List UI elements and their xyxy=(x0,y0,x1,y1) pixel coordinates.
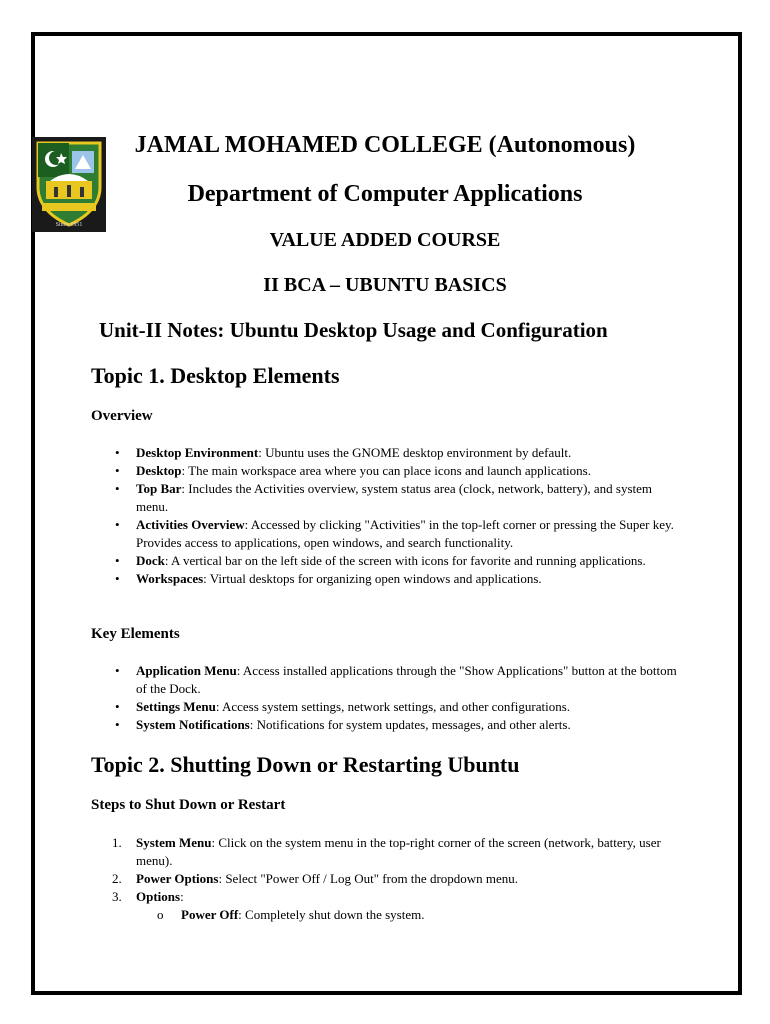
overview-list xyxy=(91,444,680,588)
list-item: 3. Options: xyxy=(112,889,184,904)
topic2-title: Topic 2. Shutting Down or Restarting Ubuntu xyxy=(91,752,520,777)
list-item: 1. System Menu: Click on the system menu in the top-right corner of the screen (network, battery, user menu). xyxy=(112,835,661,868)
college-title: JAMAL MOHAMED COLLEGE (Autonomous) xyxy=(134,132,636,158)
list-item: • Activities Overview: Accessed by clicking "Activities" in the top-left corner or pressing the Super key. Provides access to applications, open windows, and search functionality. xyxy=(91,516,680,552)
unit-title: Unit-II Notes: Ubuntu Desktop Usage and Configuration xyxy=(99,318,608,342)
steps-heading: Steps to Shut Down or Restart xyxy=(91,797,286,813)
key-elements-heading: Key Elements xyxy=(91,626,180,642)
course-name: II BCA – UBUNTU BASICS xyxy=(263,274,507,296)
list-item: • Settings Menu: Access system settings, network settings, and other configurations. xyxy=(91,698,680,716)
list-item: • Desktop: The main workspace area where you can place icons and launch applications. xyxy=(91,462,680,480)
logo-since-text: Since 1951 xyxy=(55,222,83,228)
list-item: • Application Menu: Access installed applications through the "Show Applications" button at the bottom of the Dock. xyxy=(91,662,680,698)
list-item: • Desktop Environment: Ubuntu uses the GNOME desktop environment by default. xyxy=(91,444,680,462)
department-title: Department of Computer Applications xyxy=(187,181,583,207)
sub-list-item: o Power Off: Completely shut down the system. xyxy=(157,907,425,922)
list-item: • Dock: A vertical bar on the left side of the screen with icons for favorite and running applications. xyxy=(91,552,680,570)
steps-list xyxy=(91,834,725,924)
topic1-title: Topic 1. Desktop Elements xyxy=(91,363,340,388)
list-item: • Top Bar: Includes the Activities overview, system status area (clock, network, battery), and system menu. xyxy=(91,480,680,516)
key-elements-list xyxy=(91,662,680,734)
overview-heading: Overview xyxy=(91,408,153,424)
course-type: VALUE ADDED COURSE xyxy=(269,229,501,251)
list-item: • Workspaces: Virtual desktops for organizing open windows and applications. xyxy=(91,570,680,588)
list-item: 2. Power Options: Select "Power Off / Log Out" from the dropdown menu. xyxy=(112,871,519,886)
list-item: • System Notifications: Notifications for system updates, messages, and other alerts. xyxy=(91,716,680,734)
